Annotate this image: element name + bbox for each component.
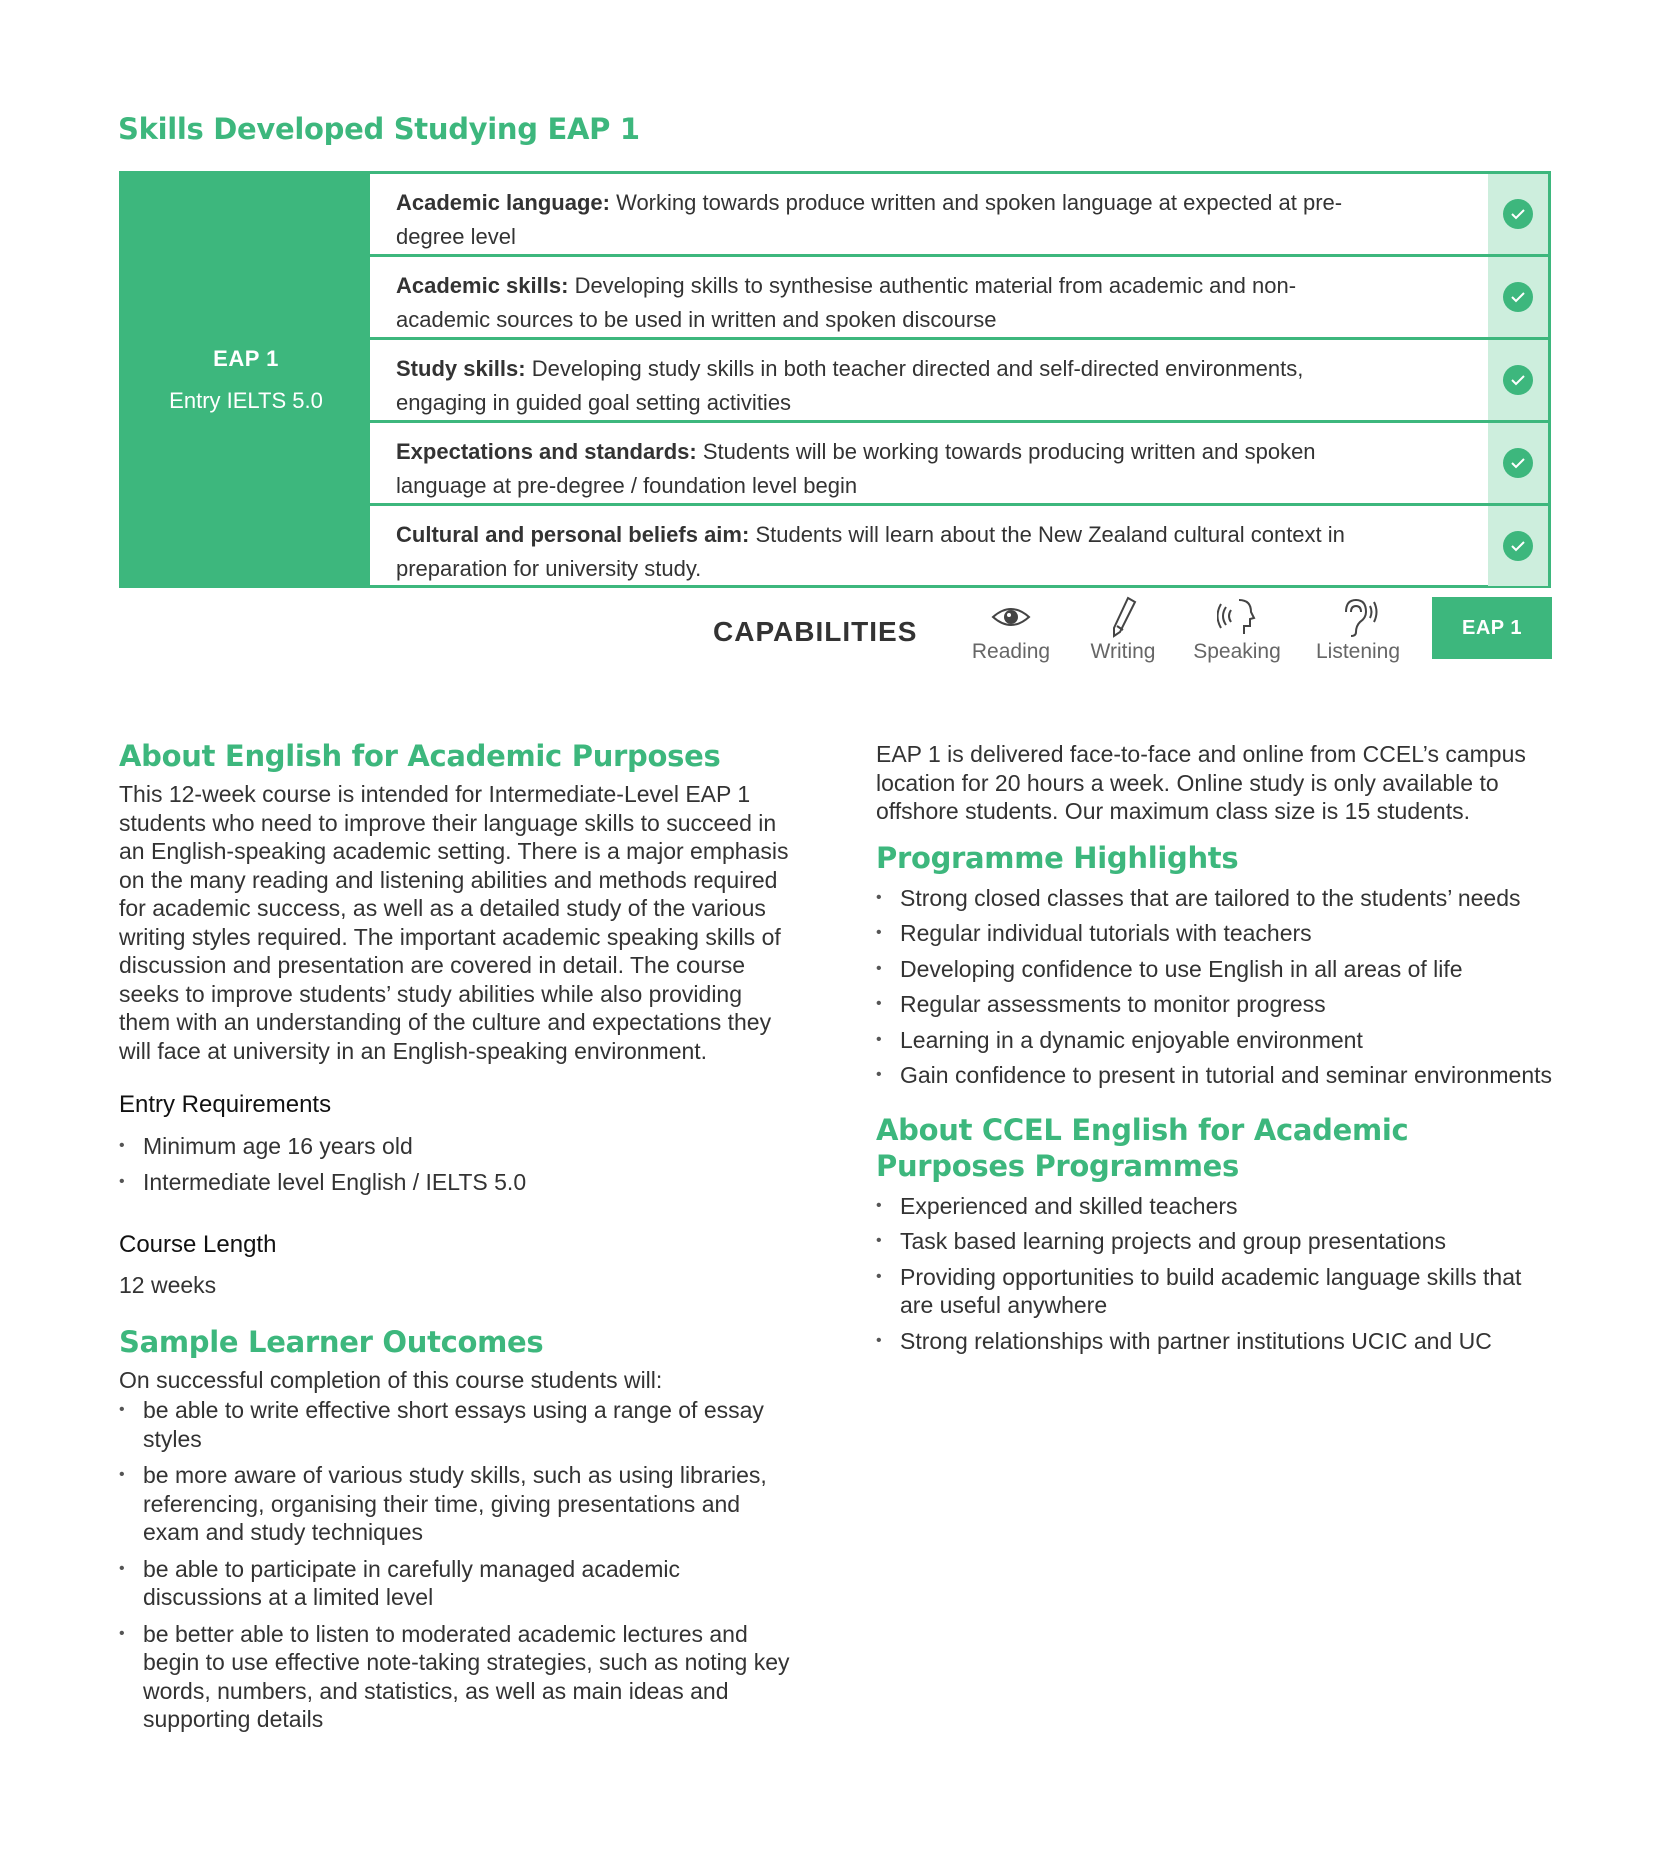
capability-label: Writing [1090, 640, 1156, 663]
skill-description: Working towards produce written and spoken language at expected at pre-degree level [396, 190, 1343, 249]
check-cell [1488, 423, 1548, 503]
capability-label: Speaking [1193, 640, 1281, 663]
delivery-paragraph: EAP 1 is delivered face-to-face and online from CCEL’s campus location for 20 hours a week. Online study is only available to offshore students. Our maximum class size is 15 students. [876, 741, 1526, 824]
list-item: • Intermediate level English / IELTS 5.0 [119, 1168, 799, 1197]
skill-label: Cultural and personal beliefs aim: [396, 522, 750, 547]
list-item: • Strong relationships with partner institutions UCIC and UC [876, 1327, 1556, 1356]
list-item: • be better able to listen to moderated academic lectures and begin to use effective note-taking strategies, such as noting key words, numbers, and statistics, as well as main ideas and supporting details [119, 1620, 799, 1734]
right-column [876, 740, 1556, 1355]
skill-label: Study skills: [396, 356, 526, 381]
skill-text [370, 423, 1488, 503]
capabilities-title: CAPABILITIES [713, 616, 918, 647]
skill-description: Students will learn about the New Zealand cultural context in preparation for university study. [396, 522, 1345, 581]
check-cell [1488, 257, 1548, 337]
skill-row [370, 174, 1548, 257]
check-circle-icon [1503, 365, 1533, 395]
list-item: • Regular individual tutorials with teachers [876, 919, 1556, 948]
capability-writing [1078, 596, 1168, 664]
check-circle-icon [1503, 531, 1533, 561]
list-item: • Providing opportunities to build academic language skills that are useful anywhere [876, 1263, 1556, 1320]
skill-rows [370, 174, 1548, 585]
left-column [119, 738, 799, 1734]
skill-label: Expectations and standards: [396, 439, 697, 464]
learner-outcomes-heading: Sample Learner Outcomes [119, 1324, 544, 1359]
capability-label: Listening [1315, 640, 1401, 663]
capability-reading [966, 596, 1056, 664]
skills-section-title: Skills Developed Studying EAP 1 [118, 112, 640, 146]
skills-table [119, 171, 1551, 588]
check-circle-icon [1503, 282, 1533, 312]
list-item: • Strong closed classes that are tailored to the students’ needs [876, 884, 1556, 913]
skill-label: Academic language: [396, 190, 610, 215]
skill-text [370, 340, 1488, 420]
list-item: • Developing confidence to use English in all areas of life [876, 955, 1556, 984]
skill-row [370, 423, 1548, 506]
check-circle-icon [1503, 448, 1533, 478]
about-eap-heading: About English for Academic Purposes [119, 739, 721, 773]
list-item: • Experienced and skilled teachers [876, 1192, 1556, 1221]
course-length-value: 12 weeks [119, 1272, 217, 1298]
list-item: • be more aware of various study skills, such as using libraries, referencing, organising their time, giving presentations and exam and study techniques [119, 1461, 799, 1547]
speaking-head-icon [1182, 596, 1292, 638]
skill-text [370, 257, 1488, 337]
check-cell [1488, 340, 1548, 420]
learner-outcomes-intro: On successful completion of this course students will: [119, 1366, 663, 1393]
capability-speaking [1182, 596, 1292, 664]
capability-listening [1308, 596, 1408, 664]
skill-label: Academic skills: [396, 273, 569, 298]
check-cell [1488, 506, 1548, 586]
about-eap-paragraph: This 12-week course is intended for Intermediate-Level EAP 1 students who need to improve their language skills to succeed in an English-speaking academic setting. There is a major emphasis on the many reading and listening abilities and methods required for academic success, as well as a detailed study of the various writing styles required. The important academic speaking skills of discussion and presentation are covered in detail. The course seeks to improve students’ study abilities while also providing them with an understanding of the culture and expectations they will face at university in an English-speaking environment. [119, 781, 789, 1064]
skill-description: Developing study skills in both teacher directed and self-directed environments, engaging in guided goal setting activities [396, 356, 1304, 415]
skill-description: Developing skills to synthesise authentic material from academic and non-academic sources to be used in written and spoken discourse [396, 273, 1297, 332]
skill-row [370, 340, 1548, 423]
course-length-heading: Course Length [119, 1230, 277, 1258]
check-circle-icon [1503, 199, 1533, 229]
list-item: • be able to write effective short essays using a range of essay styles [119, 1396, 799, 1453]
skill-row [370, 506, 1548, 586]
list-item: • Minimum age 16 years old [119, 1132, 799, 1161]
about-ccel-heading: About CCEL English for Academic Purposes Programmes [876, 1112, 1409, 1183]
programme-highlights-heading: Programme Highlights [876, 840, 1239, 875]
list-item: • be able to participate in carefully managed academic discussions at a limited level [119, 1555, 799, 1612]
skill-text [370, 506, 1488, 586]
ear-icon [1308, 596, 1408, 638]
list-item: • Regular assessments to monitor progress [876, 990, 1556, 1019]
skill-text [370, 174, 1488, 254]
eap-level-badge: EAP 1 [1432, 597, 1552, 659]
list-item: • Learning in a dynamic enjoyable environment [876, 1026, 1556, 1055]
level-entry-requirement: Entry IELTS 5.0 [169, 387, 323, 413]
eye-icon [966, 596, 1056, 638]
skill-row [370, 257, 1548, 340]
level-name: EAP 1 [213, 345, 279, 371]
level-cell [122, 174, 370, 585]
check-cell [1488, 174, 1548, 254]
capability-label: Reading [971, 640, 1051, 663]
list-item: • Gain confidence to present in tutorial and seminar environments [876, 1061, 1556, 1090]
programme-highlights-list [876, 884, 1556, 1090]
entry-requirements-list [119, 1132, 799, 1197]
list-item: • Task based learning projects and group presentations [876, 1227, 1556, 1256]
entry-requirements-heading: Entry Requirements [119, 1091, 332, 1118]
pencil-icon [1078, 596, 1168, 638]
learner-outcomes-list [119, 1396, 799, 1734]
about-ccel-list [876, 1192, 1556, 1356]
skill-description: Students will be working towards producing written and spoken language at pre-degree / foundation level begin [396, 439, 1316, 498]
